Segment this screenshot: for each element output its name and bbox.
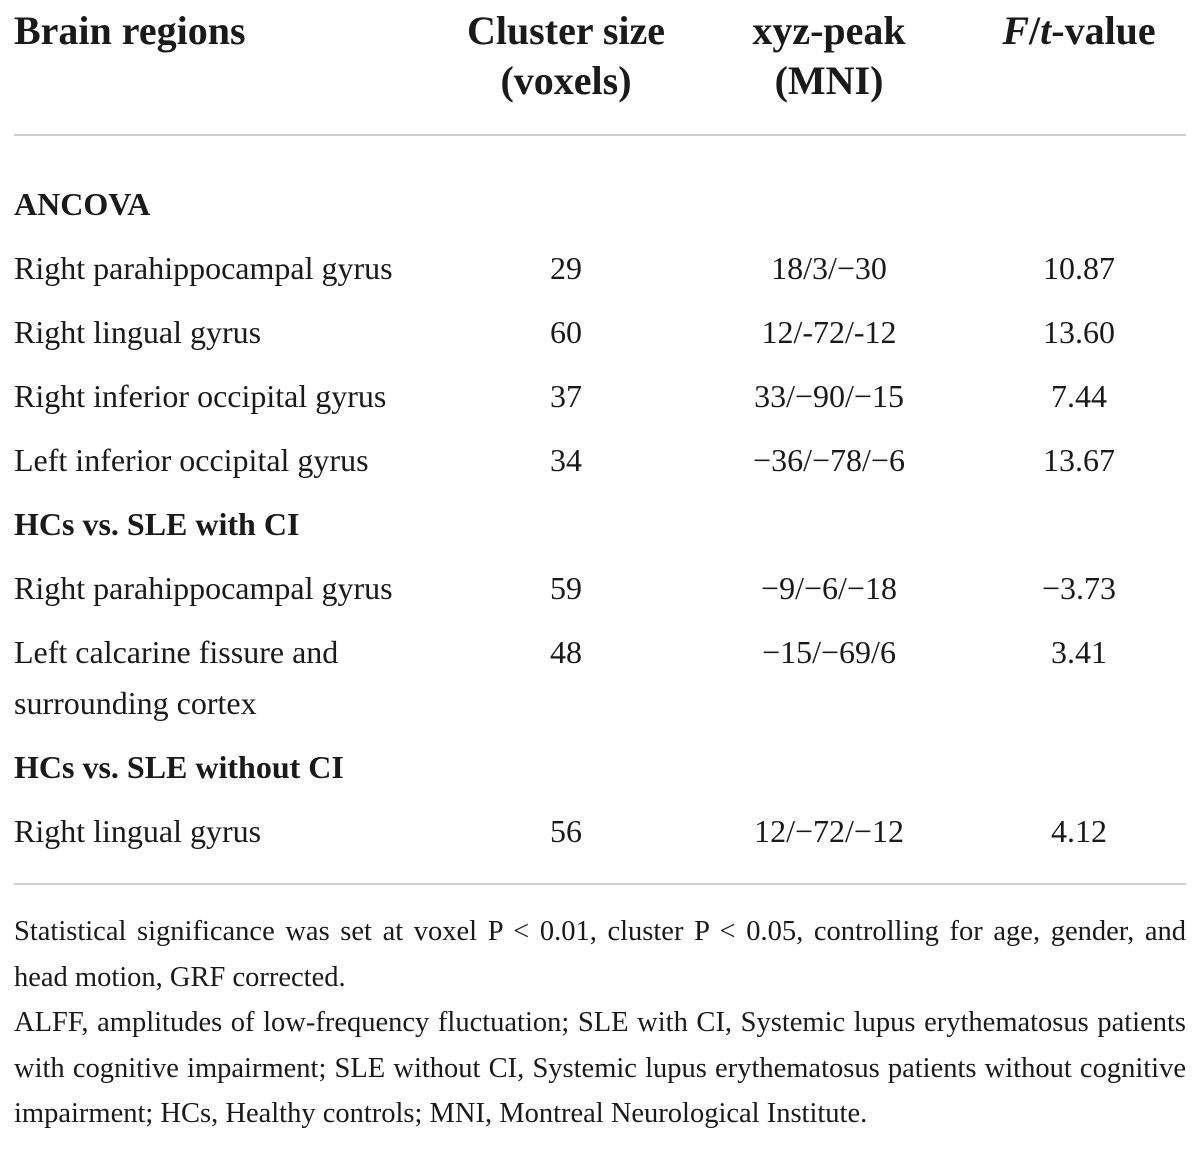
cell-xyz-peak: 12/−72/−12 xyxy=(754,813,904,849)
cell-region: Left inferior occipital gyrus xyxy=(14,442,369,478)
cell-ft-value: 13.67 xyxy=(1043,442,1115,478)
header-value-slash: / xyxy=(1029,8,1041,53)
cell-region: Right parahippocampal gyrus xyxy=(14,570,393,606)
header-value-rest: -value xyxy=(1051,8,1156,53)
cell-ft-value: 10.87 xyxy=(1043,250,1115,286)
header-cluster-line2: (voxels) xyxy=(500,58,632,103)
cell-cluster-size: 48 xyxy=(550,634,582,670)
cell-ft-value: 4.12 xyxy=(1051,813,1107,849)
table-header xyxy=(14,0,1186,134)
table-row xyxy=(14,620,1186,735)
results-table xyxy=(14,0,1186,1137)
table-row xyxy=(14,300,1186,364)
cell-region: Right parahippocampal gyrus xyxy=(14,250,393,286)
cell-region: Left calcarine fissure and surrounding cortex xyxy=(14,634,339,721)
cell-cluster-size: 60 xyxy=(550,314,582,350)
header-value-t: t xyxy=(1040,8,1052,53)
table-body xyxy=(14,136,1186,863)
cell-region: Right lingual gyrus xyxy=(14,813,262,849)
section-title-row xyxy=(14,735,1186,799)
significance-note: Statistical significance was set at voxel P < 0.01, cluster P < 0.05, controlling for age, gender, and head motion, GRF corrected. xyxy=(14,916,1186,993)
table-row xyxy=(14,799,1186,863)
header-peak-line1: xyz-peak xyxy=(752,8,906,53)
table-row xyxy=(14,428,1186,492)
section-title-row xyxy=(14,492,1186,556)
cell-cluster-size: 59 xyxy=(550,570,582,606)
header-cluster-line1: Cluster size xyxy=(466,8,666,53)
cell-xyz-peak: 18/3/−30 xyxy=(771,250,887,286)
header-xyz-peak xyxy=(704,6,954,106)
header-value-f: F xyxy=(1002,8,1029,53)
table-row xyxy=(14,236,1186,300)
cell-region: Right inferior occipital gyrus xyxy=(14,378,387,414)
header-ft-value xyxy=(964,6,1194,56)
table-notes xyxy=(14,885,1186,1137)
cell-xyz-peak: 33/−90/−15 xyxy=(754,378,904,414)
cell-region: Right lingual gyrus xyxy=(14,314,262,350)
table-row xyxy=(14,364,1186,428)
section-title: HCs vs. SLE without CI xyxy=(14,749,344,785)
cell-xyz-peak: −9/−6/−18 xyxy=(761,570,897,606)
header-peak-line2: (MNI) xyxy=(774,58,884,103)
section-title-row xyxy=(14,172,1186,236)
abbreviations-note: ALFF, amplitudes of low-frequency fluctuation; SLE with CI, Systemic lupus erythematosus patients with cognitive impairment; SLE without CI, Systemic lupus erythematosus patients without cognitive impairment; HCs, Healthy controls; MNI, Montreal Neurological Institute. xyxy=(14,1007,1186,1129)
header-cluster-size xyxy=(444,6,688,106)
cell-cluster-size: 56 xyxy=(550,813,582,849)
cell-xyz-peak: −15/−69/6 xyxy=(762,634,896,670)
cell-ft-value: 3.41 xyxy=(1051,634,1107,670)
section-title: HCs vs. SLE with CI xyxy=(14,506,300,542)
cell-cluster-size: 34 xyxy=(550,442,582,478)
cell-cluster-size: 37 xyxy=(550,378,582,414)
cell-xyz-peak: −36/−78/−6 xyxy=(753,442,905,478)
cell-ft-value: −3.73 xyxy=(1041,570,1117,606)
cell-ft-value: 13.60 xyxy=(1043,314,1115,350)
header-brain-regions: Brain regions xyxy=(14,8,246,53)
table-row xyxy=(14,556,1186,620)
cell-ft-value: 7.44 xyxy=(1051,378,1107,414)
cell-cluster-size: 29 xyxy=(550,250,582,286)
cell-xyz-peak: 12/-72/-12 xyxy=(761,314,897,350)
section-title: ANCOVA xyxy=(14,186,151,222)
